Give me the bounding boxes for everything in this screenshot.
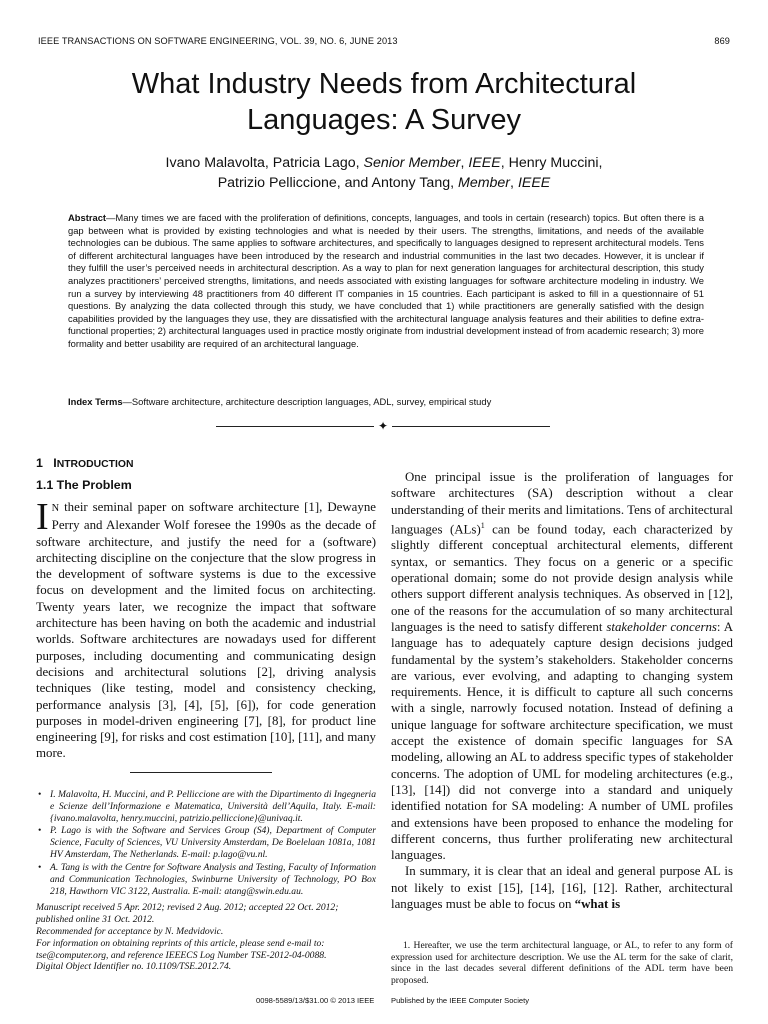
abstract-label: Abstract <box>68 212 107 223</box>
author-org: IEEE <box>468 155 501 171</box>
manuscript-note: Manuscript received 5 Apr. 2012; revised 2 Aug. 2012; accepted 22 Oct. 2012; published online 31 Oct. 2012. <box>36 901 339 925</box>
author-names: Ivano Malavolta, Patricia Lago, <box>165 155 364 171</box>
affiliation-text: P. Lago is with the Software and Services Group (S4), Department of Computer Science, Faculty of Sciences, VU University Amsterdam, De Boelelaan 1081a, 1081 HV Amsterdam, The Netherlands. E-mail: p.lago@vu.nl. <box>50 825 376 861</box>
author-org: IEEE <box>517 175 551 191</box>
footnote-text: 1. Hereafter, we use the term architectural language, or AL, to refer to any form of expression used for architecture description. We use the AL term for the sake of clarit, since in the last decades several different definitions of the ADL term have been proposed. <box>391 940 733 986</box>
author-separator: , <box>510 175 518 191</box>
page-number: 869 <box>714 36 730 46</box>
paper-title <box>40 66 728 138</box>
copyright-footer: 0098-5589/13/$31.00 © 2013 IEEE <box>256 996 375 1005</box>
section-number: 1 <box>36 456 43 470</box>
affiliation-text: A. Tang is with the Centre for Software Analysis and Testing, Faculty of Information and Communication Technologies, Swinburne University of Technology, PO Box 218, Hawthorn VIC 3122, Australia. E-mail: atang@swin.edu.au. <box>50 862 376 897</box>
subsection-heading: 1.1 The Problem <box>36 478 132 492</box>
section-title-cap: I <box>53 456 57 470</box>
body-paragraph <box>391 469 733 863</box>
body-emphasis: stakeholder concerns <box>606 619 717 634</box>
body-text: can be found today, each characterized by slightly different conceptual architectural elements, different syntax, or semantics. They focus on a generic or a specific operational domain; some do not provide design analysis while others support different analysis techniques. As observed in [12], one of the reasons for the accumulation of so many architectural languages is the need to satisfy different <box>391 522 733 634</box>
affiliation-text: I. Malavolta, H. Muccini, and P. Pelliccione are with the Dipartimento di Ingegneria e Scienze dell’Informazione e Matematica, Università dell’Aquila, Italy. E-mail: {ivano.malavolta, henry.muccini, patrizio.pelliccione}@univaq.it. <box>50 788 376 824</box>
manuscript-note: Recommended for acceptance by N. Medvidovic. <box>36 925 224 937</box>
authors-line-2 <box>40 173 728 193</box>
bullet-icon: • <box>38 825 42 837</box>
author-membership: Senior Member <box>363 155 461 171</box>
body-text: One principal issue is the proliferation of languages for software architectures (SA) description without a clear understanding of their merits and limitations. Tens of architectural languages (ALs) <box>391 470 733 537</box>
affiliation-item <box>38 862 376 898</box>
affiliation-item <box>38 825 376 861</box>
drop-cap-rest: N <box>51 503 60 514</box>
author-names: Patrizio Pelliccione, and Antony Tang, <box>217 175 458 191</box>
abstract <box>68 212 704 351</box>
abstract-text: —Many times we are faced with the proliferation of definitions, concepts, languages, and tools in certain (research) topics. But often there is a gap between what is provided by existing technologies and what is needed by their users. The strengths, limitations, and needs of the available technologies can be dubious. The same applies to software architectures, and specifically to languages designed to represent architectural models. Tens of different architectural languages have been introduced by the research and industrial communities in the last two decades. However, it is unclear if they fulfill the user’s perceived needs in architectural description. As a way to plan for next generation languages for architectural description, this study analyzes practitioners’ perceived strengths, limitations, and needs associated with existing languages for software architecture modeling in industry. We run a survey by interviewing 48 practitioners from 40 different IT companies in 15 countries. Each participant is asked to fill in a questionnaire of 51 questions. By analyzing the data collected through this study, we have concluded that 1) while practitioners are generally satisfied with the design capabilities provided by the languages they use, they are dissatisfied with the architectural language analysis features and their abilities to define extra-functional properties; 2) architectural languages used in practice mostly originate from industrial development instead of from academic research; 3) more formality and better usability are required of an architectural language. <box>68 212 704 349</box>
body-text: : A language has to adequately capture design decisions judged fundamental by the system’s stakeholders. Stakeholder concerns are various, ever evolving, and adapting to changing system requirements. Hence, it is difficult to capture all such concerns with a single, narrowly focused notation. Instead of defining a unique language for software architecture specification, we must accept the existence of domain specific languages for SA modeling, allowing an AL to address specific types of stakeholder concerns. The adoption of UML for modeling architectures (e.g., [13], [14]) did not converge into a standard and uniquely identified notation for SA modeling: A number of UML profiles and extensions have been proposed to enhance the modeling for different concerns, thus further proliferating new architectural languages. <box>391 619 733 863</box>
intro-text: their seminal paper on software architecture [1], Dewayne Perry and Alexander Wolf foresee the 1990s as the decade of software architecture, and justify the need for a (software) architecting discipline on the conjecture that the slow progress in the development of software systems is due to the excessive focus on development and the limited focus on architecting. Twenty years later, we recognize the impact that software architecture has been having on both the academic and industrial worlds. Software architectures are nowadays used for different purposes, including documenting and communicating design decisions and architectural solutions [2], driving analysis techniques (like testing, model and consistency checking, performance analysis [3], [4], [5], [6]), for code generation purposes in model-driven engineering [7], [8], for product line engineering [9], for risks and cost estimation [10], [11], and many more. <box>36 500 376 761</box>
journal-info: IEEE TRANSACTIONS ON SOFTWARE ENGINEERING, VOL. 39, NO. 6, JUNE 2013 <box>38 36 398 46</box>
affiliations <box>36 789 376 974</box>
section-heading <box>36 455 376 473</box>
author-membership: Member <box>458 175 511 191</box>
body-bold: “what is <box>574 897 621 912</box>
author-names: , Henry Muccini, <box>500 155 603 171</box>
index-terms <box>68 396 704 409</box>
body-text: In summary, it is clear that an ideal and general purpose AL is not likely to exist [15], [14], [16], [12]. Rather, architectural languages must be able to focus on <box>391 864 733 912</box>
drop-cap: I <box>36 496 49 538</box>
footnote-rule <box>130 772 272 773</box>
left-column <box>36 455 376 973</box>
author-list <box>40 153 728 193</box>
intro-paragraph <box>36 496 376 762</box>
title-line-1: What Industry Needs from Architectural <box>131 68 637 100</box>
title-line-2: Languages: A Survey <box>246 104 522 136</box>
affiliation-item <box>38 788 376 825</box>
manuscript-note: For information on obtaining reprints of this article, please send e-mail to: tse@computer.org, and reference IEEECS Log Number TSE-2012-04-0088. <box>36 937 327 961</box>
bullet-icon: • <box>38 788 42 800</box>
authors-line-1 <box>40 153 728 173</box>
body-paragraph <box>391 863 733 912</box>
diamond-separator-icon: ✦ <box>374 419 392 434</box>
footnote <box>391 940 733 986</box>
publisher-footer: Published by the IEEE Computer Society <box>391 996 530 1005</box>
running-header <box>38 36 730 50</box>
index-terms-text: —Software architecture, architecture description languages, ADL, survey, empirical study <box>122 396 492 407</box>
manuscript-note: Digital Object Identifier no. 10.1109/TSE.2012.74. <box>36 961 232 973</box>
right-column <box>391 469 733 912</box>
index-terms-label: Index Terms <box>68 396 123 407</box>
bullet-icon: • <box>38 862 42 874</box>
author-separator: , <box>460 155 469 171</box>
section-title-rest: NTRODUCTION <box>56 459 134 470</box>
footnote-marker: 1 <box>480 520 485 530</box>
